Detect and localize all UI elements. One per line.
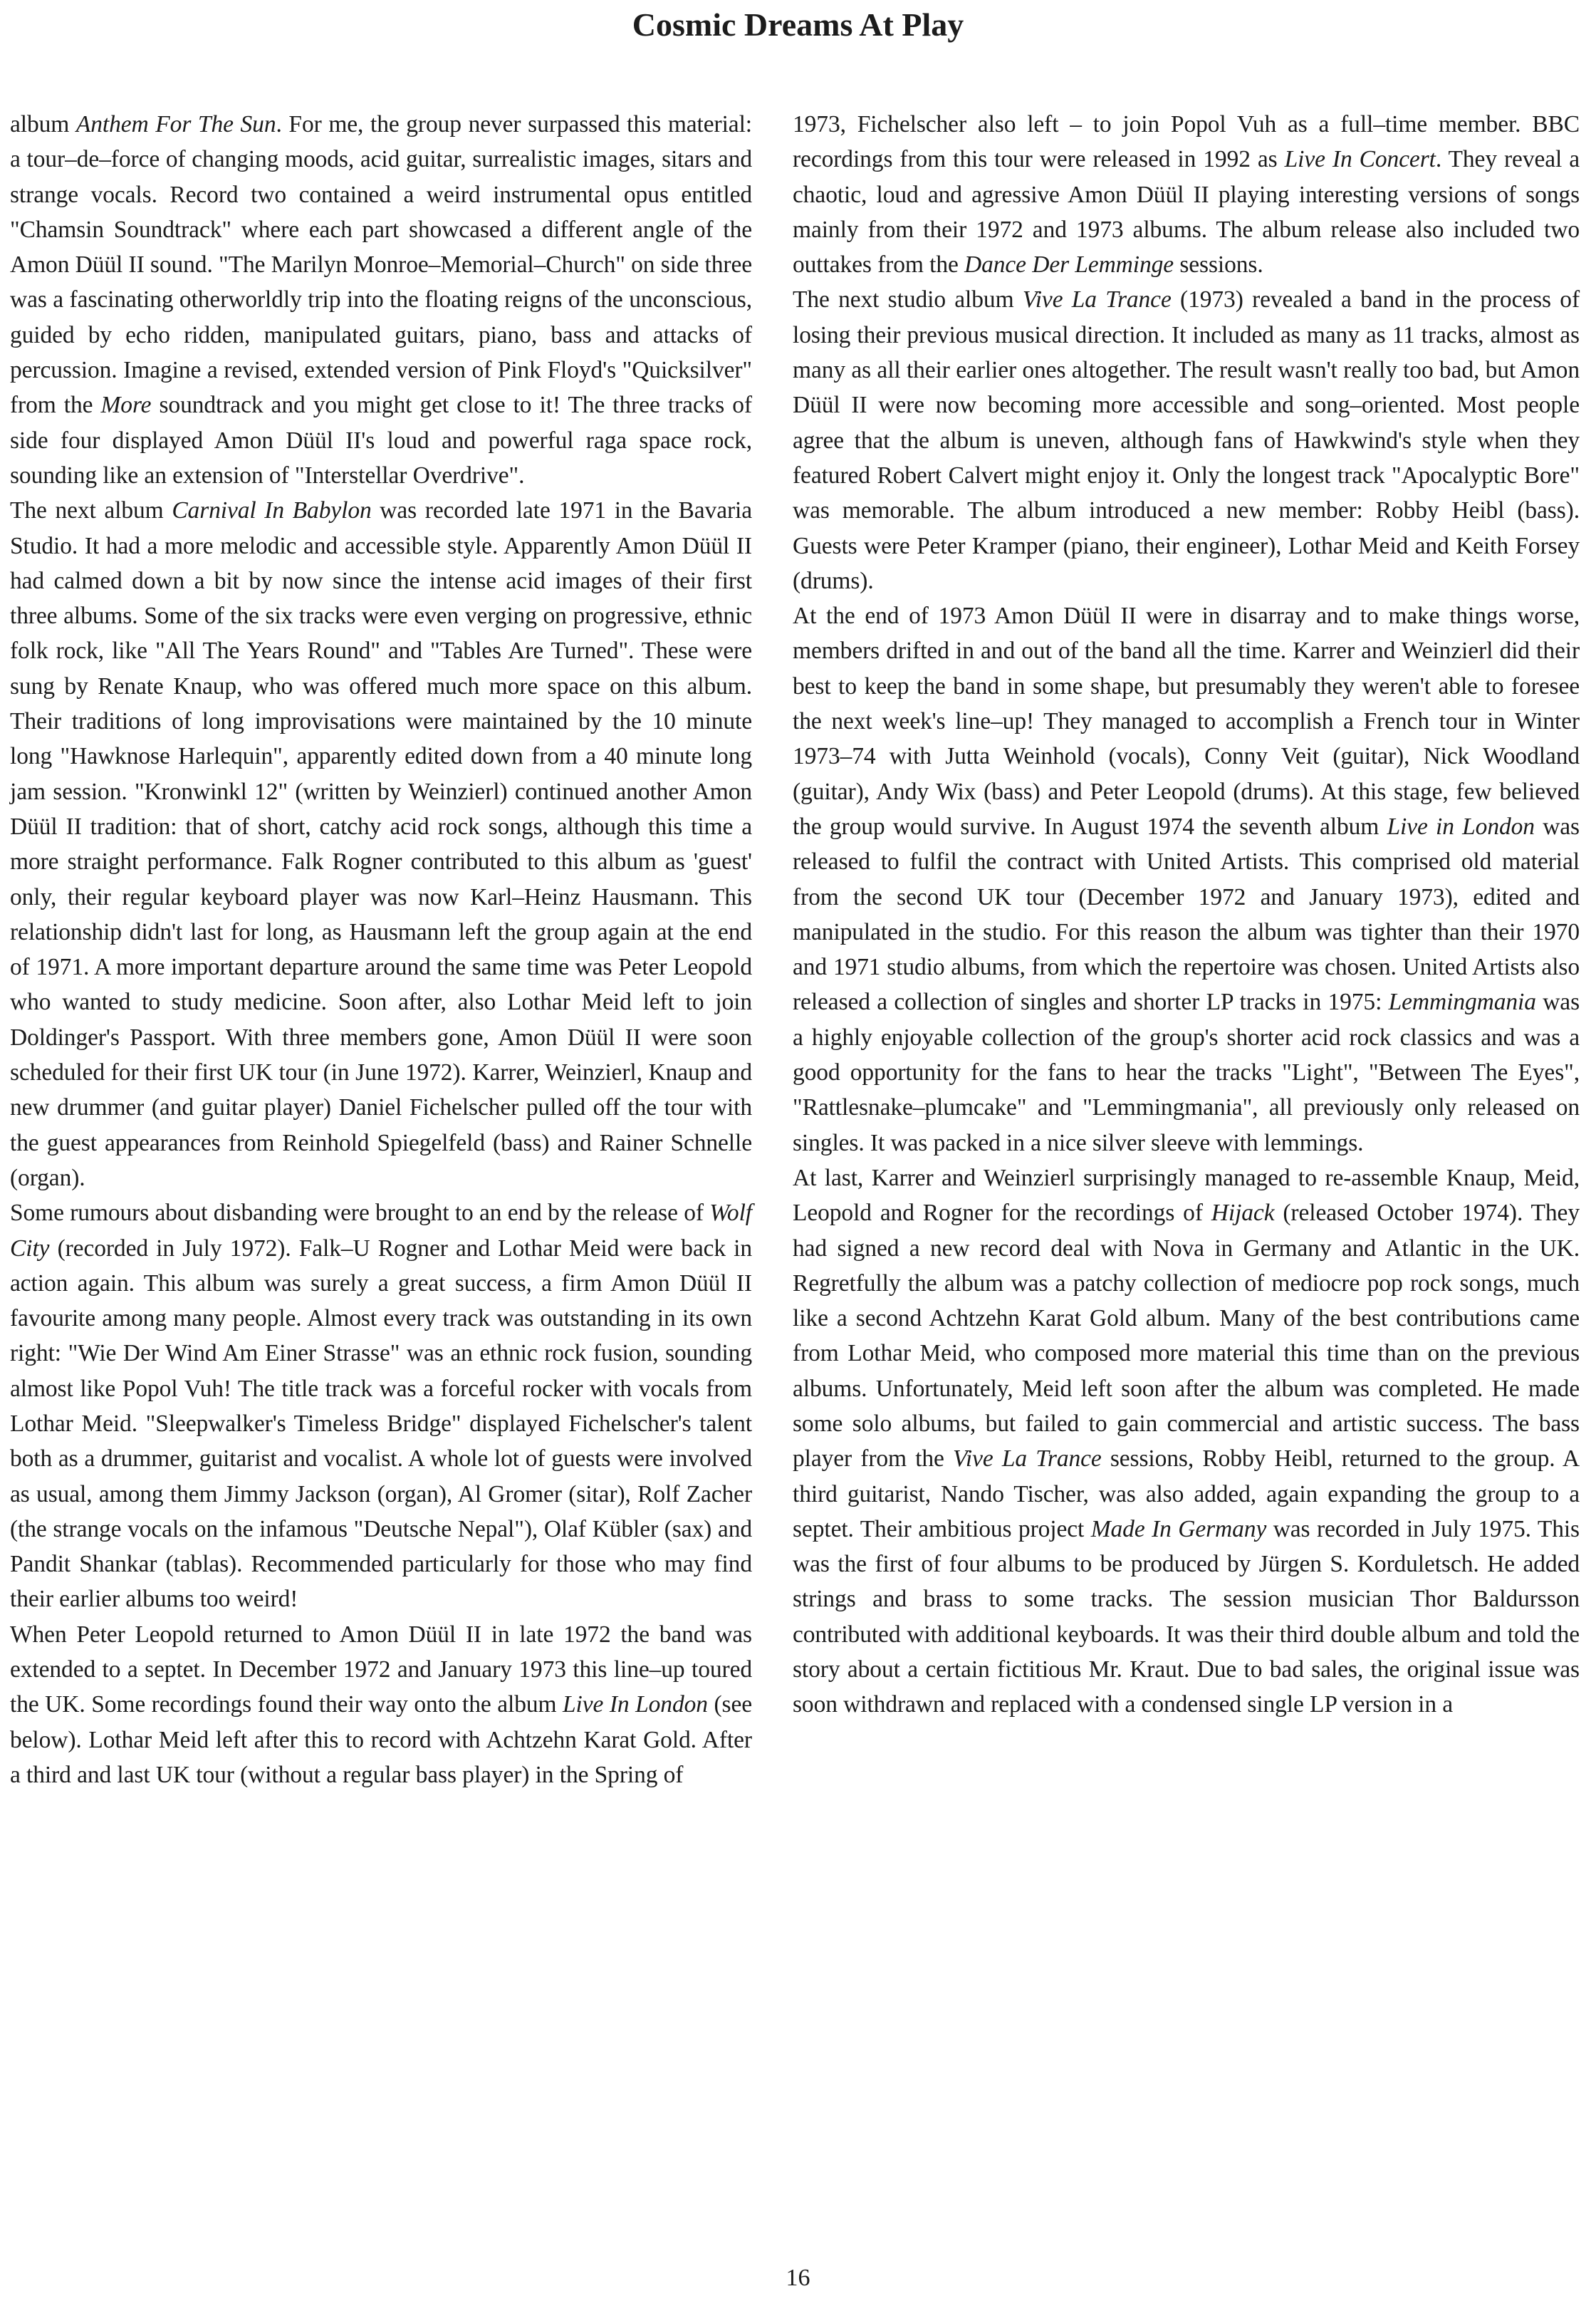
album-title: Anthem For The Sun	[75, 111, 276, 137]
paragraph	[10, 1617, 752, 1792]
text-run: was recorded in July 1975. This was the first of four albums to be produced by Jürgen S. Korduletsch. He added strings and brass to some tracks. The session musician Thor Baldursson contributed with additional keyboards. It was their third double album and told the story about a certain fictitious Mr. Kraut. Due to bad sales, the original issue was soon withdrawn and replaced with a condensed single LP version in a	[793, 1515, 1580, 1718]
text-run: was released to fulfil the contract with United Artists. This comprised old material from the second UK tour (December 1972 and January 1973), edited and manipulated in the studio. For this reason the album was tighter than their 1970 and 1971 studio albums, from which the repertoire was chosen. United Artists also released a collection of singles and shorter LP tracks in 1975:	[793, 813, 1580, 1016]
text-run: was a highly enjoyable collection of the group's shorter acid rock classics and was a good opportunity for the fans to hear the tracks "Light", "Between The Eyes", "Rattlesnake–plumcake" and "Lemmingmania", all previously only released on singles. It was packed in a nice silver sleeve with lemmings.	[793, 989, 1580, 1156]
album-title: Carnival In Babylon	[172, 497, 372, 524]
text-run: The next studio album	[793, 286, 1023, 313]
text-run: When Peter Leopold returned to Amon Düül II in late 1972 the band was extended to a septet. In December 1972 and January 1973 this line–up toured the UK. Some recordings found their way onto the album	[10, 1621, 752, 1718]
text-run: (released October 1974). They had signed a new record deal with Nova in Germany and Atlantic in the UK. Regretfully the album was a patchy collection of mediocre pop rock songs, much like a second Achtzehn Karat Gold album. Many of the best contributions came from Lothar Meid, who composed more material this time than on the previous albums. Unfortunately, Meid left soon after the album was completed. He made some solo albums, but failed to gain commercial and artistic success. The bass player from the	[793, 1200, 1580, 1473]
album-title: Dance Der Lemminge	[964, 251, 1174, 279]
page-title: Cosmic Dreams At Play	[632, 6, 964, 43]
right-column	[793, 107, 1580, 1723]
paragraph	[10, 493, 752, 1195]
album-title: Lemmingmania	[1388, 989, 1536, 1016]
text-run: sessions.	[1174, 251, 1263, 279]
paragraph	[793, 598, 1580, 1160]
text-run: (1973) revealed a band in the process of losing their previous musical direction. It included as many as 11 tracks, almost as many as all their earlier ones altogether. The result wasn't really too bad, but Amon Düül II were now becoming more accessible and song–oriented. Most people agree that the album is uneven, although fans of Hawkwind's style when they featured Robert Calvert might enjoy it. Only the longest track "Apocalyptic Bore" was memorable. The album introduced a new member: Robby Heibl (bass). Guests were Peter Kramper (piano, their engineer), Lothar Meid and Keith Forsey (drums).	[793, 286, 1580, 594]
album-title: Made In Germany	[1090, 1515, 1267, 1542]
paragraph	[10, 107, 752, 493]
paragraph	[793, 1160, 1580, 1723]
text-run: The next album	[10, 497, 172, 524]
album-title: Live In Concert	[1284, 146, 1436, 173]
paragraph	[793, 282, 1580, 598]
text-run: At the end of 1973 Amon Düül II were in disarray and to make things worse, members drifted in and out of the band all the time. Karrer and Weinzierl did their best to keep the band in some shape, but presumably they weren't able to foresee the next week's line–up! They managed to accomplish a French tour in Winter 1973–74 with Jutta Weinhold (vocals), Conny Veit (guitar), Nick Woodland (guitar), Andy Wix (bass) and Peter Leopold (drums). At this stage, few believed the group would survive. In August 1974 the seventh album	[793, 603, 1580, 840]
album-title: Live In London	[563, 1691, 708, 1718]
album-title: Vive La Trance	[1022, 286, 1172, 313]
text-run: (recorded in July 1972). Falk–U Rogner and Lothar Meid were back in action again. This album was surely a great success, a firm Amon Düül II favourite among many people. Almost every track was outstanding in its own right: "Wie Der Wind Am Einer Strasse" was an ethnic rock fusion, sounding almost like Popol Vuh! The title track was a forceful rocker with vocals from Lothar Meid. "Sleepwalker's Timeless Bridge" displayed Fichelscher's talent both as a drummer, guitarist and vocalist. A whole lot of guests were involved as usual, among them Jimmy Jackson (organ), Al Gromer (sitar), Rolf Zacher (the strange vocals on the infamous "Deutsche Nepal"), Olaf Kübler (sax) and Pandit Shankar (tablas). Recommended particularly for those who may find their earlier albums too weird!	[10, 1235, 752, 1613]
left-column	[10, 107, 752, 1792]
paragraph	[793, 107, 1580, 282]
album-title: Vive La Trance	[953, 1445, 1102, 1473]
text-run: was recorded late 1971 in the Bavaria Studio. It had a more melodic and accessible style. Apparently Amon Düül II had calmed down a bit by now since the intense acid images of their first three albums. Some of the six tracks were even verging on progressive, ethnic folk rock, like "All The Years Round" and "Tables Are Turned". These were sung by Renate Knaup, who was offered much more space on this album. Their traditions of long improvisations were maintained by the 10 minute long "Hawknose Harlequin", apparently edited down from a 40 minute long jam session. "Kronwinkl 12" (written by Weinzierl) continued another Amon Düül II tradition: that of short, catchy acid rock songs, although this time a more straight performance. Falk Rogner contributed to this album as 'guest' only, their regular keyboard player was now Karl–Heinz Hausmann. This relationship didn't last for long, as Hausmann left the group again at the end of 1971. A more important departure around the same time was Peter Leopold who wanted to study medicine. Soon after, also Lothar Meid left to join Doldinger's Passport. With three members gone, Amon Düül II were soon scheduled for their first UK tour (in June 1972). Karrer, Weinzierl, Knaup and new drummer (and guitar player) Daniel Fichelscher pulled off the tour with the guest appearances from Reinhold Spiegelfeld (bass) and Rainer Schnelle (organ).	[10, 497, 752, 1191]
album-title: Wolf City	[10, 1200, 752, 1262]
text-run: (see below). Lothar Meid left after this to record with Achtzehn Karat Gold. After a third and last UK tour (without a regular bass player) in the Spring of	[10, 1691, 752, 1788]
page-number: 16	[786, 2265, 810, 2291]
text-run: soundtrack and you might get close to it! The three tracks of side four displayed Amon Düül II's loud and powerful raga space rock, sounding like an extension of "Interstellar Overdrive".	[10, 392, 752, 489]
text-run: 1973, Fichelscher also left – to join Popol Vuh as a full–time member. BBC recordings from this tour were released in 1992 as	[793, 111, 1580, 173]
paragraph	[10, 1195, 752, 1617]
text-run: . They reveal a chaotic, loud and agressive Amon Düül II playing interesting versions of songs mainly from their 1972 and 1973 albums. The album release also included two outtakes from the	[793, 146, 1580, 279]
text-run: Some rumours about disbanding were brought to an end by the release of	[10, 1200, 710, 1227]
text-run: At last, Karrer and Weinzierl surprisingly managed to re-assemble Knaup, Meid, Leopold and Rogner for the recordings of	[793, 1164, 1580, 1227]
text-run: album	[10, 111, 76, 137]
text-run: . For me, the group never surpassed this material: a tour–de–force of changing moods, acid guitar, surrealistic images, sitars and strange vocals. Record two contained a weird instrumental opus entitled "Chamsin Soundtrack" where each part showcased a different angle of the Amon Düül II sound. "The Marilyn Monroe–Memorial–Church" on side three was a fascinating otherworldly trip into the floating reigns of the unconscious, guided by echo ridden, manipulated guitars, piano, bass and attacks of percussion. Imagine a revised, extended version of Pink Floyd's "Quicksilver" from the	[10, 111, 752, 419]
album-title: More	[100, 392, 152, 419]
album-title: Hijack	[1211, 1200, 1275, 1227]
album-title: Live in London	[1387, 813, 1535, 840]
text-run: sessions, Robby Heibl, returned to the group. A third guitarist, Nando Tischer, was also added, again expanding the group to a septet. Their ambitious project	[793, 1445, 1580, 1542]
